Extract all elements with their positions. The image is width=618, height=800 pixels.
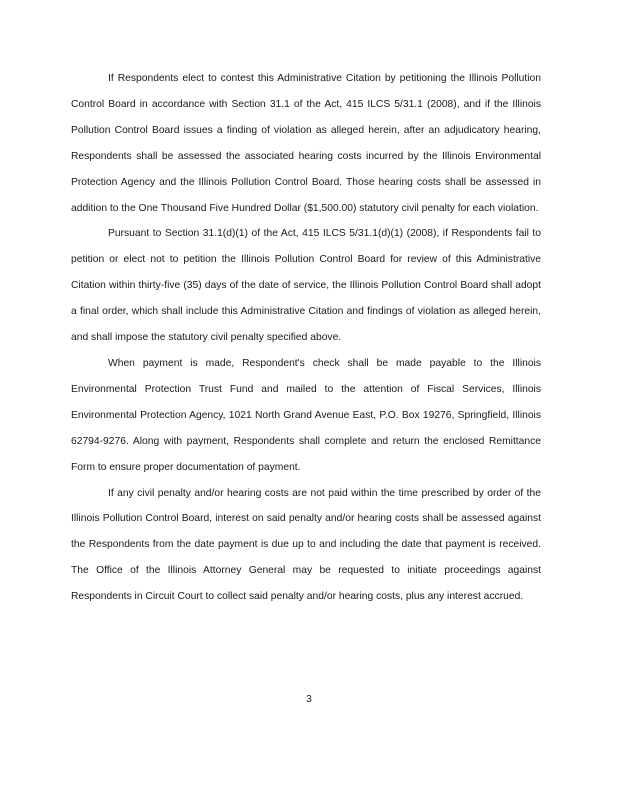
paragraph-hearing-costs: If Respondents elect to contest this Administrative Citation by petitioning the Illinois Pollution Control Board in accordance with Section 31.1 of the Act, 415 ILCS 5/31.1 (2008), and if the Illinois Pollution Control Board issues a finding of violation as alleged herein, after an adjudicatory hearing, Respondents shall be assessed the associated hearing costs incurred by the Illinois Environmental Protection Agency and the Illinois Pollution Control Board. Those hearing costs shall be assessed in addition to the One Thousand Five Hundred Dollar ($1,500.00) statutory civil penalty for each violation. xyxy=(71,73,541,214)
paragraph-final-order: Pursuant to Section 31.1(d)(1) of the Act, 415 ILCS 5/31.1(d)(1) (2008), if Respondents fail to petition or elect not to petition the Illinois Pollution Control Board for review of this Administrative Citation within thirty-five (35) days of the date of service, the Illinois Pollution Control Board shall adopt a final order, which shall include this Administrative Citation and findings of violation as alleged herein, and shall impose the statutory civil penalty specified above. xyxy=(71,228,541,344)
document-body xyxy=(71,66,541,610)
page-number: 3 xyxy=(306,694,312,705)
paragraph-payment-instructions: When payment is made, Respondent's check shall be made payable to the Illinois Environmental Protection Trust Fund and mailed to the attention of Fiscal Services, Illinois Environmental Protection Agency, 1021 North Grand Avenue East, P.O. Box 19276, Springfield, Illinois 62794-9276. Along with payment, Respondents shall complete and return the enclosed Remittance Form to ensure proper documentation of payment. xyxy=(71,357,541,473)
paragraph-interest: If any civil penalty and/or hearing costs are not paid within the time prescribed by order of the Illinois Pollution Control Board, interest on said penalty and/or hearing costs shall be assessed against the Respondents from the date payment is due up to and including the date that payment is received. The Office of the Illinois Attorney General may be requested to initiate proceedings against Respondents in Circuit Court to collect said penalty and/or hearing costs, plus any interest accrued. xyxy=(71,487,541,603)
